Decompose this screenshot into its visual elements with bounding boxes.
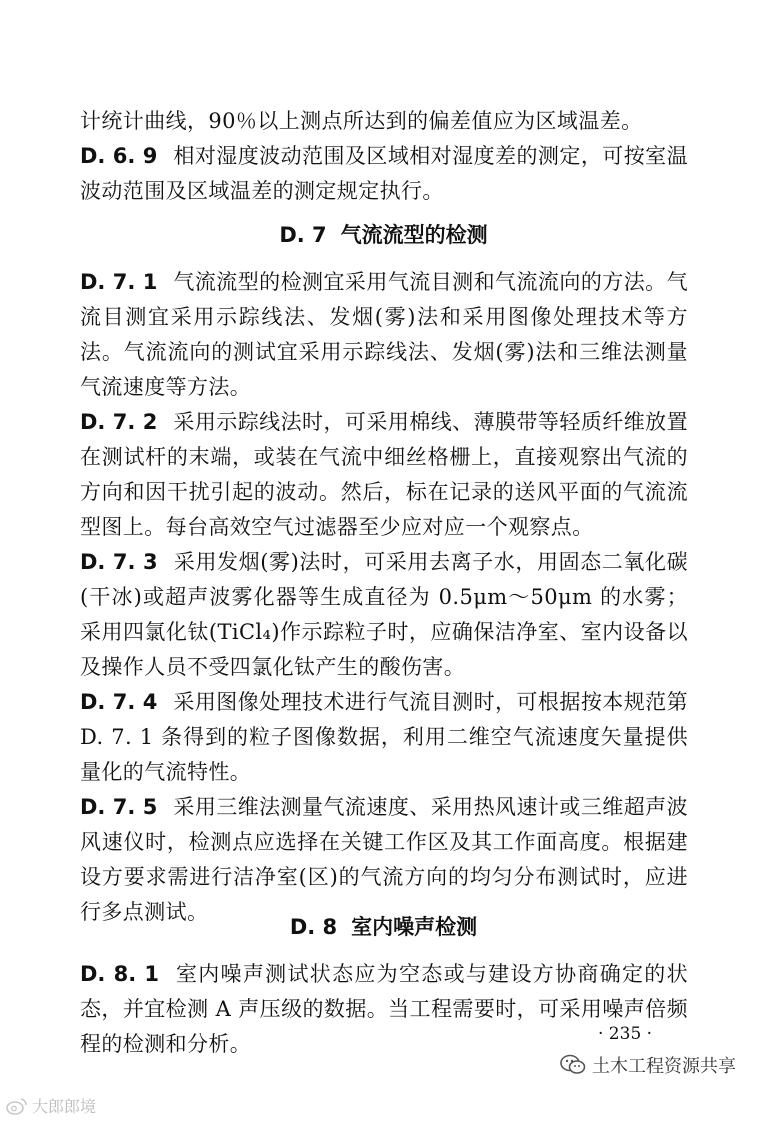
section-number: D. 7	[279, 223, 327, 247]
watermark-weibo	[6, 1094, 96, 1117]
clause-number: D. 7. 4	[80, 690, 158, 714]
clause-number: D. 7. 1	[80, 270, 158, 294]
watermark-wechat	[560, 1052, 736, 1078]
clause-number: D. 6. 9	[80, 144, 158, 168]
section-heading-d7	[0, 220, 767, 250]
paragraph-continuation	[80, 104, 688, 139]
clause-number: D. 7. 2	[80, 410, 158, 434]
paragraph-text: 计统计曲线，90％以上测点所达到的偏差值应为区域温差。	[80, 109, 643, 133]
paragraph-text: 室内噪声测试状态应为空态或与建设方协商确定的状态，并宜检测 A 声压级的数据。当工程需要时，可采用噪声倍频程的检测和分析。	[80, 962, 689, 1056]
paragraph-d74	[80, 685, 688, 790]
paragraph-d72	[80, 405, 688, 545]
clause-number: D. 7. 3	[80, 550, 158, 574]
page-number: · 235 ·	[598, 1024, 653, 1044]
paragraph-text: 采用图像处理技术进行气流目测时，可根据按本规范第 D. 7. 1 条得到的粒子图像数据，利用二维空气流速度矢量提供量化的气流特性。	[80, 690, 688, 784]
watermark-text: 大郎郎境	[32, 1097, 97, 1116]
paragraph-text: 采用发烟(雾)法时，可采用去离子水，用固态二氧化碳(干冰)或超声波雾化器等生成直径为 0.5μm～50μm 的水雾；采用四氯化钛(TiCl₄)作示踪粒子时，应确保洁净室、室内设备以及操作人员不受四氯化钛产生的酸伤害。	[80, 550, 689, 679]
section-title: 室内噪声检测	[351, 915, 478, 939]
paragraph-text: 采用三维法测量气流速度、采用热风速计或三维超声波风速仪时，检测点应选择在关键工作区及其工作面高度。根据建设方要求需进行洁净室(区)的气流方向的均匀分布测试时，应进行多点测试。	[80, 795, 688, 924]
paragraph-d75	[80, 790, 688, 930]
section-number: D. 8	[289, 915, 338, 939]
clause-number: D. 8. 1	[80, 962, 160, 986]
paragraph-d69	[80, 139, 688, 209]
paragraph-d71	[80, 265, 688, 405]
weibo-icon	[6, 1096, 28, 1116]
section-title: 气流流型的检测	[340, 223, 488, 247]
paragraph-d81	[80, 957, 688, 1062]
section-heading-d8	[0, 912, 767, 942]
watermark-text: 土木工程资源共享	[592, 1056, 736, 1077]
paragraph-d73	[80, 545, 688, 685]
paragraph-text: 相对湿度波动范围及区域相对湿度差的测定，可按室温波动范围及区域温差的测定规定执行。	[80, 144, 688, 203]
paragraph-text: 采用示踪线法时，可采用棉线、薄膜带等轻质纤维放置在测试杆的末端，或装在气流中细丝格栅上，直接观察出气流的方向和因干扰引起的波动。然后，标在记录的送风平面的气流流型图上。每台高效空气过滤器至少应对应一个观察点。	[80, 410, 688, 539]
clause-number: D. 7. 5	[80, 795, 158, 819]
wechat-icon	[560, 1054, 586, 1076]
paragraph-text: 气流流型的检测宜采用气流目测和气流流向的方法。气流目测宜采用示踪线法、发烟(雾)法和采用图像处理技术等方法。气流流向的测试宜采用示踪线法、发烟(雾)法和三维法测量气流速度等方法。	[80, 270, 688, 399]
